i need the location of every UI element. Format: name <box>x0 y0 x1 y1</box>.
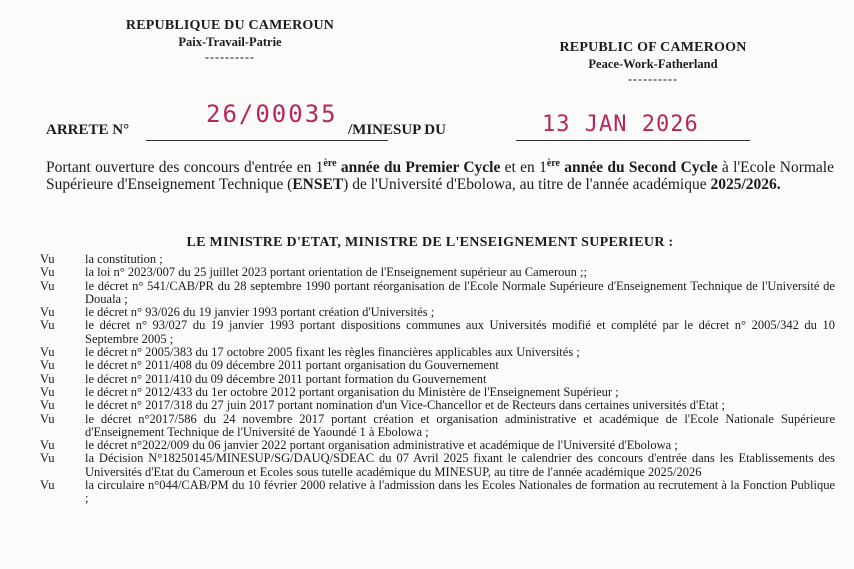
motto-fr: Paix-Travail-Patrie <box>178 34 282 49</box>
intro-bold-2: année du Second Cycle <box>560 159 718 177</box>
vu-item <box>40 306 835 319</box>
vu-item <box>40 452 835 479</box>
intro-sup-1: ère <box>323 158 337 169</box>
header-french <box>112 18 348 64</box>
intro-bold-1: année du Premier Cycle <box>336 159 501 177</box>
intro-text-4: ) de l'Université d'Ebolowa, au titre de l'année académique <box>343 176 711 194</box>
vu-item <box>40 373 835 386</box>
intro-bold-4: 2025/2026. <box>710 176 781 194</box>
vu-label: Vu <box>40 411 55 426</box>
intro-paragraph <box>46 155 834 193</box>
vu-label: Vu <box>40 478 55 493</box>
vu-item <box>40 386 835 399</box>
vu-text: le décret n° 93/026 du 19 janvier 1993 portant création d'Universités ; <box>85 305 435 320</box>
vu-item <box>40 479 835 506</box>
vu-label: Vu <box>40 252 55 266</box>
separator-en: ---------- <box>628 71 678 86</box>
vu-text: le décret n° 2005/383 du 17 octobre 2005 fixant les règles financières applicables aux Universités ; <box>85 345 580 360</box>
vu-item <box>40 439 835 452</box>
minister-title: LE MINISTRE D'ETAT, MINISTRE DE L'ENSEIGNEMENT SUPERIEUR : <box>186 235 674 250</box>
vu-label: Vu <box>40 358 55 373</box>
arrete-label: ARRETE N° <box>46 122 130 138</box>
country-name-fr: REPUBLIQUE DU CAMEROUN <box>125 18 335 33</box>
date-underline <box>516 140 750 141</box>
vu-text: la constitution ; <box>85 252 163 266</box>
vu-label: Vu <box>40 451 55 466</box>
vu-label: Vu <box>40 318 55 333</box>
vu-item <box>40 280 835 307</box>
ministry-label: /MINESUP DU <box>348 122 446 138</box>
vu-text: le décret n°2022/009 du 06 janvier 2022 portant organisation administrative et académique de l'Université d'Ebolowa ; <box>85 438 678 453</box>
vu-label: Vu <box>40 345 55 360</box>
vu-text: la circulaire n°044/CAB/PM du 10 février 2000 relative à l'admission dans les Ecoles Nationales de formation au recrutement à la Fonction Publique ; <box>85 478 835 506</box>
vu-label: Vu <box>40 398 55 413</box>
vu-text: la Décision N°18250145/MINESUP/SG/DAUQ/SDEAC du 07 Avril 2025 fixant le calendrier des concours d'entrée dans les Etablissements des Universités d'Etat du Cameroun et Ecoles sous tutelle académique du MINESUP, au titre de l'année académique 2025/2026 <box>85 451 835 479</box>
vu-item <box>40 253 835 266</box>
vu-text: le décret n° 2011/410 du 09 décembre 2011 portant formation du Gouvernement <box>85 371 487 386</box>
intro-text-2: et en 1 <box>500 159 547 177</box>
arrete-line <box>46 100 836 150</box>
vu-text: le décret n° 93/027 du 19 janvier 1993 portant dispositions communes aux Universités modifié et complété par le décret n° 2005/342 du 10 Septembre 2005 ; <box>85 318 835 346</box>
vu-text: le décret n° 541/CAB/PR du 28 septembre 1990 portant réorganisation de l'Ecole Normale Supérieure d'Enseignement Technique de l'Université de Douala ; <box>85 278 835 306</box>
vu-item <box>40 413 835 440</box>
vu-label: Vu <box>40 278 55 293</box>
motto-en: Peace-Work-Fatherland <box>588 56 718 71</box>
vu-text: le décret n° 2012/433 du 1er octobre 2012 portant organisation du Ministère de l'Enseignement Supérieur ; <box>85 384 619 399</box>
number-underline <box>146 140 388 141</box>
vu-label: Vu <box>40 384 55 399</box>
vu-label: Vu <box>40 438 55 453</box>
arrete-date-stamp: 13 JAN 2026 <box>542 112 699 137</box>
vu-text: la loi n° 2023/007 du 25 juillet 2023 portant orientation de l'Enseignement supérieur au Cameroun ;; <box>85 265 587 280</box>
vu-label: Vu <box>40 265 55 280</box>
vu-list <box>40 253 835 506</box>
separator-fr: ---------- <box>205 49 255 64</box>
vu-text: le décret n°2017/586 du 24 novembre 2017 portant création et organisation administrative et académique de l'Ecole Nationale Supérieure d'Enseignement Technique de l'Université de Yaoundé 1 à Ebolowa ; <box>85 411 835 439</box>
intro-text-3: à l'Ecole Normale Supérieure d'Enseignement Technique ( <box>46 159 834 194</box>
vu-item <box>40 399 835 412</box>
vu-text: le décret n° 2017/318 du 27 juin 2017 portant nomination d'un Vice-Chancellor et de Recteurs dans certaines universités d'Etat ; <box>85 398 725 413</box>
vu-label: Vu <box>40 371 55 386</box>
intro-bold-3: ENSET <box>292 176 344 194</box>
vu-label: Vu <box>40 305 55 320</box>
intro-text-1: Portant ouverture des concours d'entrée en 1 <box>46 159 324 177</box>
vu-item <box>40 359 835 372</box>
vu-text: le décret n° 2011/408 du 09 décembre 2011 portant organisation du Gouvernement <box>85 358 499 373</box>
country-name-en: REPUBLIC OF CAMEROON <box>559 40 747 55</box>
intro-sup-2: ère <box>546 158 560 169</box>
vu-item <box>40 319 835 346</box>
vu-item <box>40 346 835 359</box>
arrete-number-stamp: 26/00035 <box>206 100 338 128</box>
header-english <box>540 40 766 86</box>
vu-item <box>40 266 835 279</box>
